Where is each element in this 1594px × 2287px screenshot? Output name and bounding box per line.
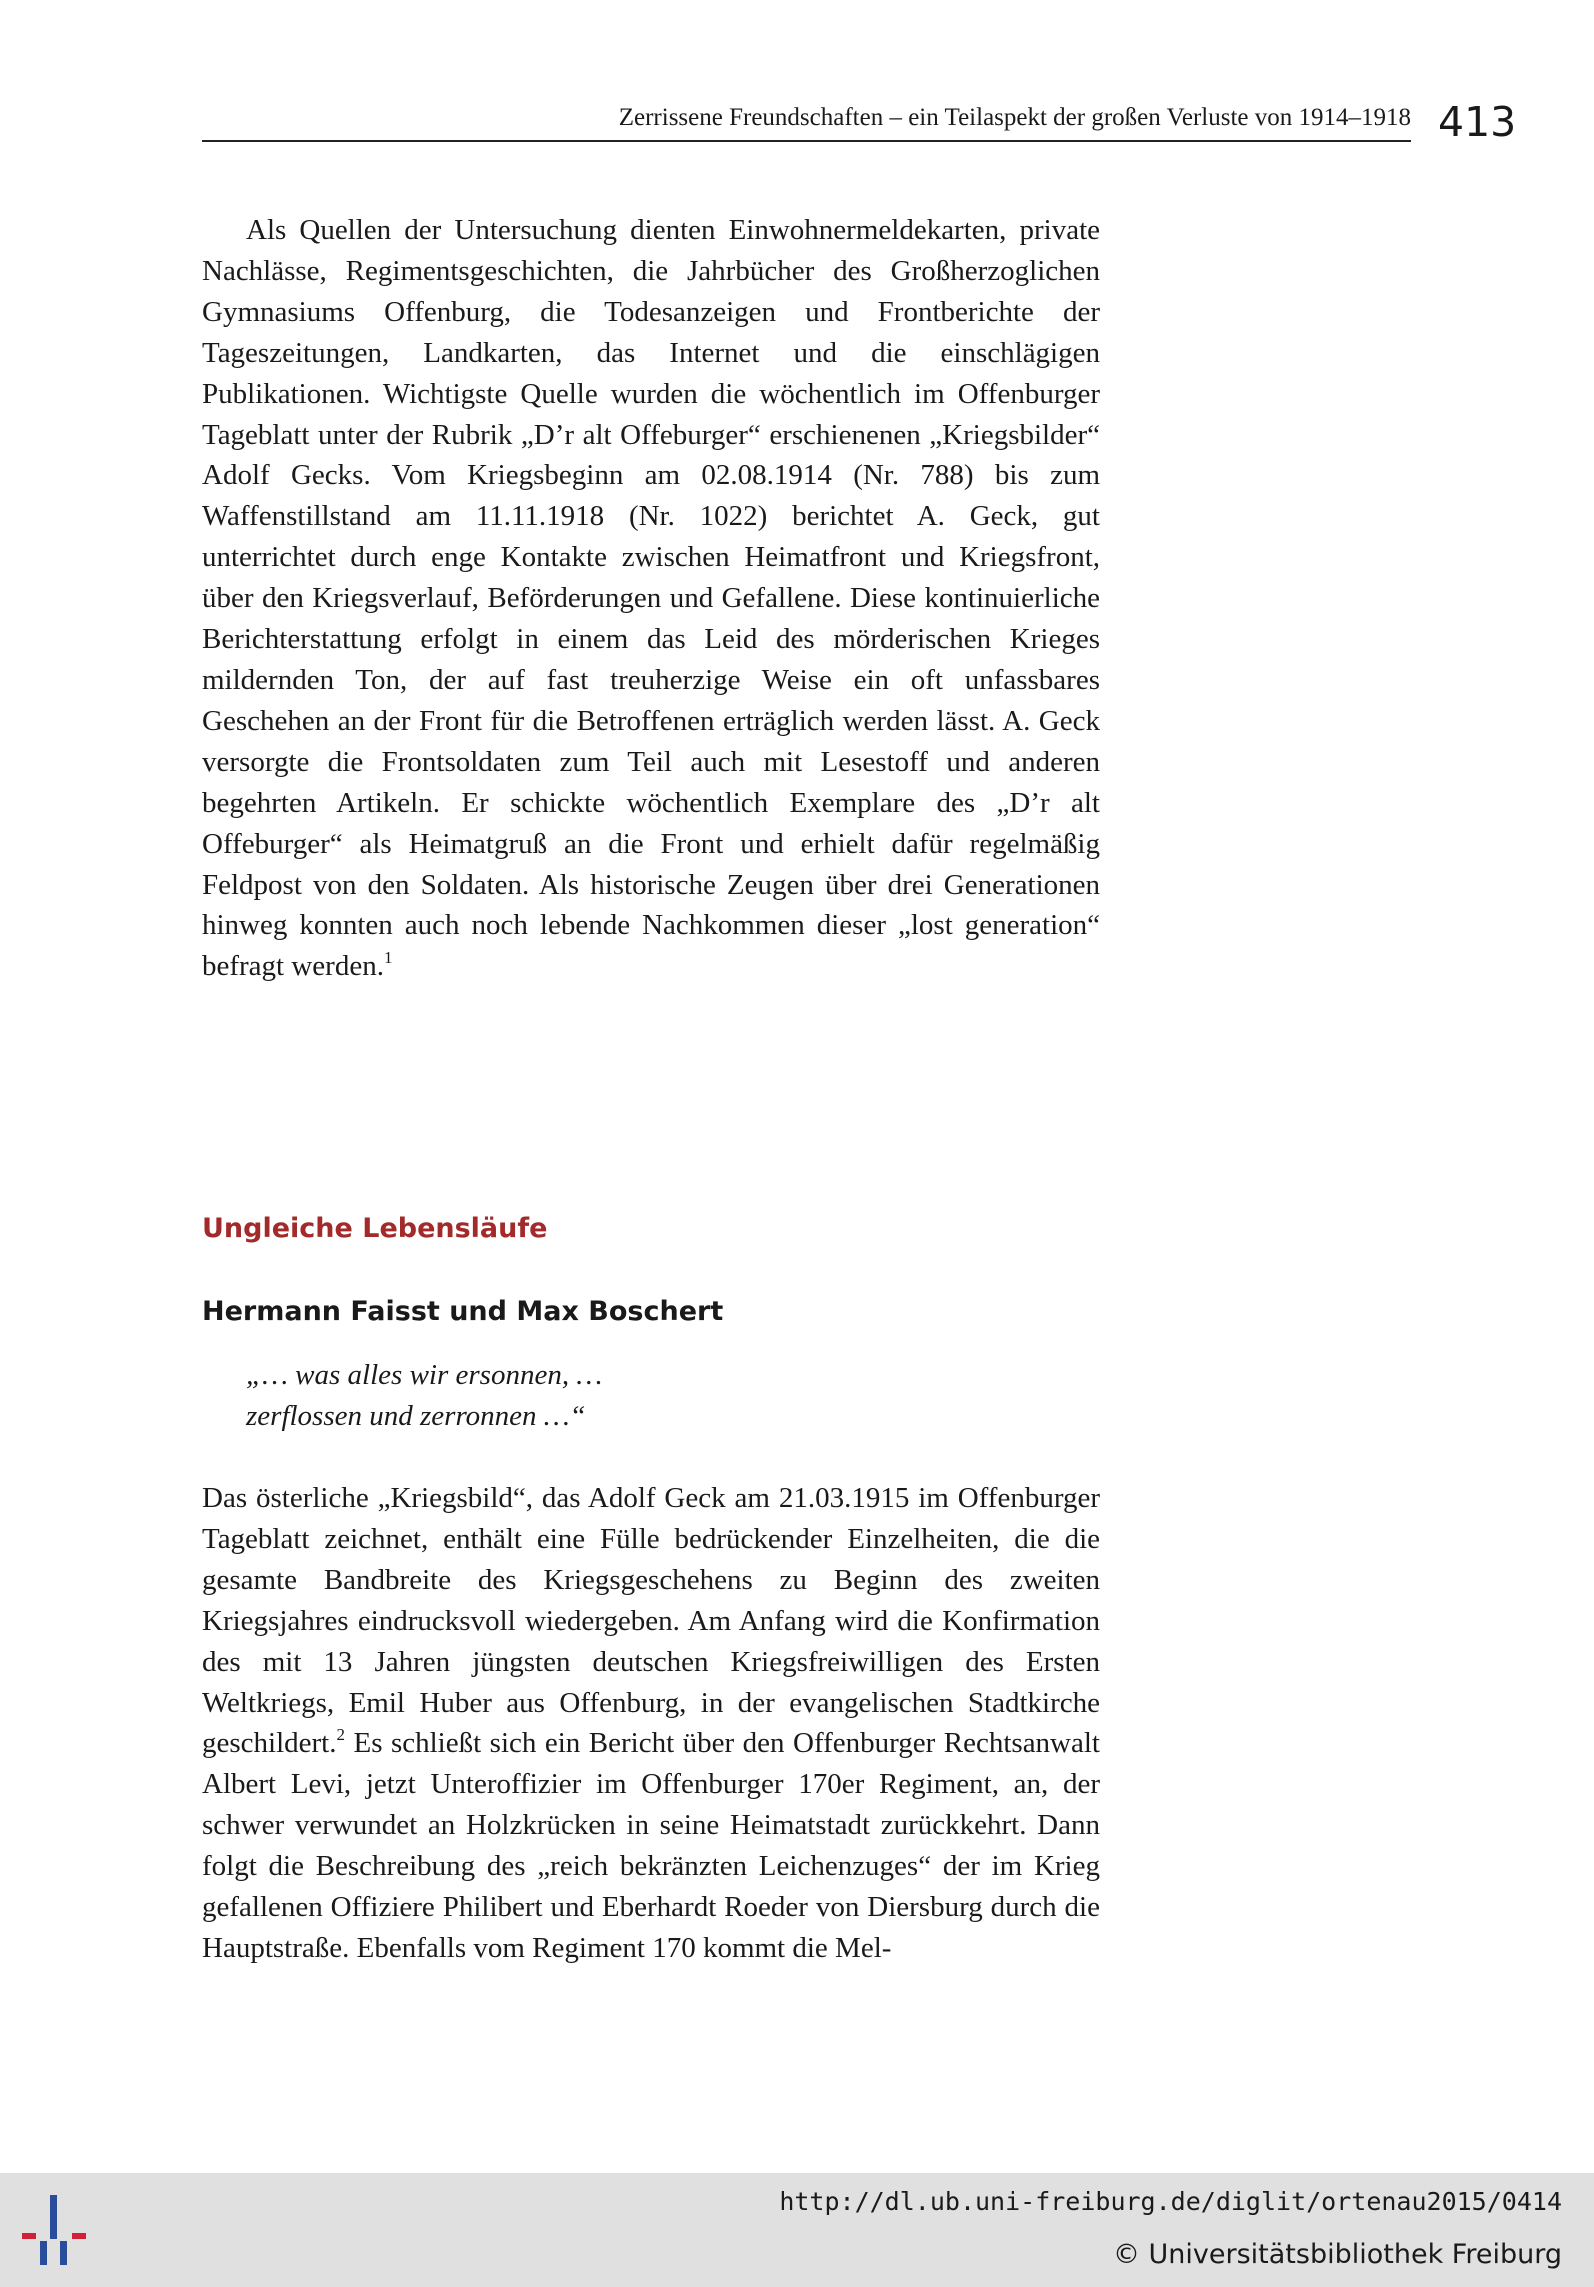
paragraph-1-text: Als Quellen der Untersuchung dienten Einwohnermeldekarten, private Nachlässe, Regimentsgeschichten, die Jahrbücher des Großherzoglichen Gymnasiums Offenburg, die Todesanzeigen und Frontberichte der Tageszeitungen, Landkarten, das Internet und die einschlägigen Publikationen. Wichtigste Quelle wurden die wöchentlich im Offenburger Tageblatt unter der Rubrik „D’r alt Offeburger“ erschienenen „Kriegsbilder“ Adolf Gecks. Vom Kriegsbeginn am 02.08.1914 (Nr. 788) bis zum Waffenstillstand am 11.11.1918 (Nr. 1022) berichtet A. Geck, gut unterrichtet durch enge Kontakte zwischen Heimatfront und Kriegsfront, über den Kriegsverlauf, Beförderungen und Gefallene. Diese kontinuierliche Berichterstattung erfolgt in einem das Leid des mörderischen Krieges mildernden Ton, der auf fast treuherzige Weise ein oft unfassbares Geschehen an der Front für die Betroffenen erträglich werden lässt. A. Geck versorgte die Frontsoldaten zum Teil auch mit Lesestoff und anderen begehrten Artikeln. Er schickte wöchentlich Exemplare des „D’r alt Offeburger“ als Heimatgruß an die Front und erhielt dafür regelmäßig Feldpost von den Soldaten. Als historische Zeugen über drei Generationen hinweg konnten auch noch lebende Nachkommen dieser „lost generation“ befragt werden. bbox=[202, 214, 1100, 983]
epigraph-line-1: „… was alles wir ersonnen, … bbox=[246, 1359, 603, 1391]
epigraph-line-2: zerflossen und zerronnen …“ bbox=[246, 1399, 586, 1432]
body-paragraph-1 bbox=[202, 210, 1100, 987]
body-paragraph-2 bbox=[202, 1478, 1100, 1969]
ub-freiburg-logo-icon[interactable] bbox=[20, 2191, 100, 2271]
page-header bbox=[202, 100, 1411, 142]
section-heading: Ungleiche Lebensläufe bbox=[202, 1213, 548, 1244]
running-title: Zerrissene Freundschaften – ein Teilaspekt der großen Verluste von 1914–1918 bbox=[618, 104, 1411, 131]
paragraph-2-text-part-2: Es schließt sich ein Bericht über den Offenburger Rechtsanwalt Albert Levi, jetzt Unteroffizier im Offenburger 170er Regiment, an, der schwer verwundet an Holzkrücken in seine Heimatstadt zurückkehrt. Dann folgt die Beschreibung des „reich bekränzten Leichenzuges“ der im Krieg gefallenen Offiziere Philibert und Eberhardt Roeder von Diersburg durch die Hauptstraße. Ebenfalls vom Regiment 170 kommt die Mel- bbox=[202, 1727, 1100, 1964]
footer-copyright: © Universitätsbibliothek Freiburg bbox=[1112, 2239, 1562, 2270]
page-number: 413 bbox=[1438, 98, 1517, 146]
footer-bar bbox=[0, 2173, 1594, 2287]
footnote-ref-1[interactable]: 1 bbox=[383, 947, 393, 967]
footer-url-link[interactable]: http://dl.ub.uni-freiburg.de/diglit/ortenau2015/0414 bbox=[779, 2187, 1562, 2216]
sub-heading: Hermann Faisst und Max Boschert bbox=[202, 1296, 724, 1327]
epigraph bbox=[246, 1355, 602, 1437]
paragraph-2-text-part-1: Das österliche „Kriegsbild“, das Adolf Geck am 21.03.1915 im Offenburger Tageblatt zeichnet, enthält eine Fülle bedrückender Einzelheiten, die die gesamte Bandbreite des Kriegsgeschehens zu Beginn des zweiten Kriegsjahres eindrucksvoll wiedergeben. Am Anfang wird die Konfirmation des mit 13 Jahren jüngsten deutschen Kriegsfreiwilligen des Ersten Weltkriegs, Emil Huber aus Offenburg, in der evangelischen Stadtkirche geschildert. bbox=[202, 1482, 1100, 1760]
footnote-ref-2[interactable]: 2 bbox=[336, 1724, 345, 1744]
